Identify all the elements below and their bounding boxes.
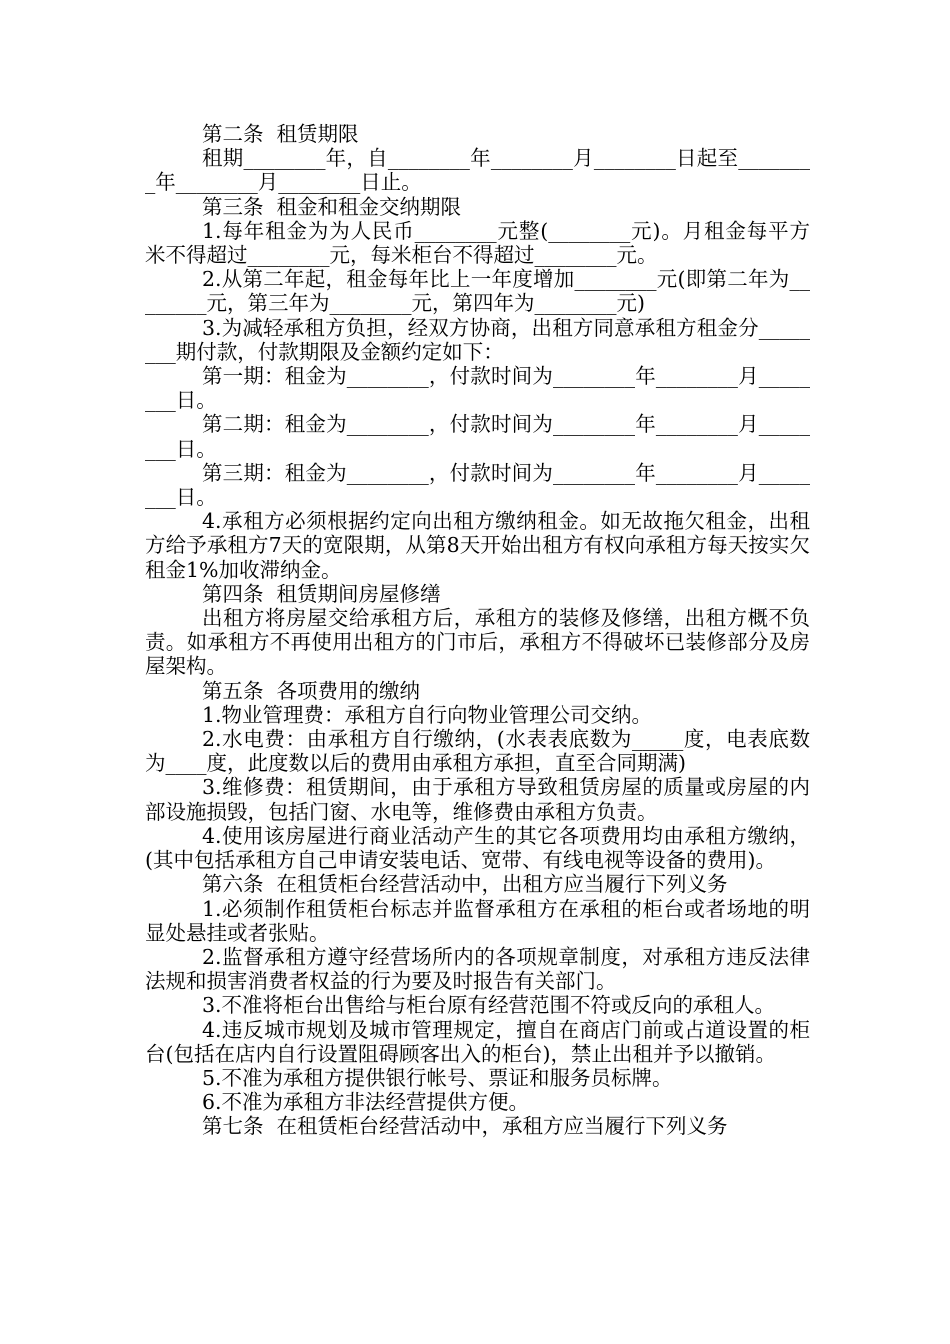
fee-clause-3: 3.维修费：租赁期间，由于承租方导致租赁房屋的质量或房屋的内部设施损毁，包括门窗、水电等，维修费由承租方负责。 xyxy=(145,775,810,824)
lessor-duty-6: 6.不准为承租方非法经营提供方便。 xyxy=(201,1090,530,1115)
rent-clause-4: 4.承租方必须根据约定向出租方缴纳租金。如无故拖欠租金，出租方给予承租方7天的宽限期，从第8天开始出租方有权向承租方每天按实欠租金1%加收滞纳金。 xyxy=(145,509,810,582)
installment-2: 第二期：租金为________，付款时间为________年________月________日。 xyxy=(145,412,810,461)
rent-clause-3: 3.为减轻承租方负担，经双方协商，出租方同意承租方租金分________期付款，付款期限及金额约定如下： xyxy=(145,315,810,364)
lessor-duty-1: 1.必须制作租赁柜台标志并监督承租方在承租的柜台或者场地的明显处悬挂或者张贴。 xyxy=(145,896,810,945)
article-6-heading: 第六条 在租赁柜台经营活动中，出租方应当履行下列义务 xyxy=(201,872,728,897)
lessor-duty-4: 4.违反城市规划及城市管理规定，擅自在商店门前或占道设置的柜台(包括在店内自行设置阻碍顾客出入的柜台)，禁止出租并予以撤销。 xyxy=(145,1017,810,1066)
lessor-duty-3: 3.不准将柜台出售给与柜台原有经营范围不符或反向的承租人。 xyxy=(201,993,776,1018)
repair-clause: 出租方将房屋交给承租方后，承租方的装修及修缮，出租方概不负责。如承租方不再使用出租方的门市后，承租方不得破坏已装修部分及房屋架构。 xyxy=(145,606,810,679)
article-3-heading: 第三条 租金和租金交纳期限 xyxy=(201,194,462,219)
installment-3: 第三期：租金为________，付款时间为________年________月________日。 xyxy=(145,460,810,510)
fee-clause-1: 1.物业管理费：承租方自行向物业管理公司交纳。 xyxy=(201,702,653,727)
contract-body xyxy=(145,122,810,1139)
article-7-heading: 第七条 在租赁柜台经营活动中，承租方应当履行下列义务 xyxy=(201,1114,728,1139)
lessor-duty-5: 5.不准为承租方提供银行帐号、票证和服务员标牌。 xyxy=(201,1065,673,1090)
fee-clause-4: 4.使用该房屋进行商业活动产生的其它各项费用均由承租方缴纳，(其中包括承租方自己申请安装电话、宽带、有线电视等设备的费用)。 xyxy=(145,823,810,873)
article-5-heading: 第五条 各项费用的缴纳 xyxy=(201,678,421,703)
article-4-heading: 第四条 租赁期间房屋修缮 xyxy=(201,581,441,606)
lessor-duty-2: 2.监督承租方遵守经营场所内的各项规章制度，对承租方违反法律法规和损害消费者权益的行为要及时报告有关部门。 xyxy=(145,944,810,994)
rent-clause-1: 1.每年租金为为人民币________元整(________元)。月租金每平方米不得超过________元，每米柜台不得超过________元。 xyxy=(145,218,810,268)
rent-clause-2: 2.从第二年起，租金每年比上一年度增加________元(即第二年为________元，第三年为________元，第四年为________元) xyxy=(145,267,810,316)
lease-term-clause: 租期________年，自________年________月________日起至________年________月________日止。 xyxy=(145,146,810,195)
fee-clause-2: 2.水电费：由承租方自行缴纳，(水表表底数为_____度，电表底数为____度，此度数以后的费用由承租方承担，直至合同期满) xyxy=(145,727,810,776)
installment-1: 第一期：租金为________，付款时间为________年________月________日。 xyxy=(145,364,810,413)
article-2-heading: 第二条 租赁期限 xyxy=(201,122,359,146)
